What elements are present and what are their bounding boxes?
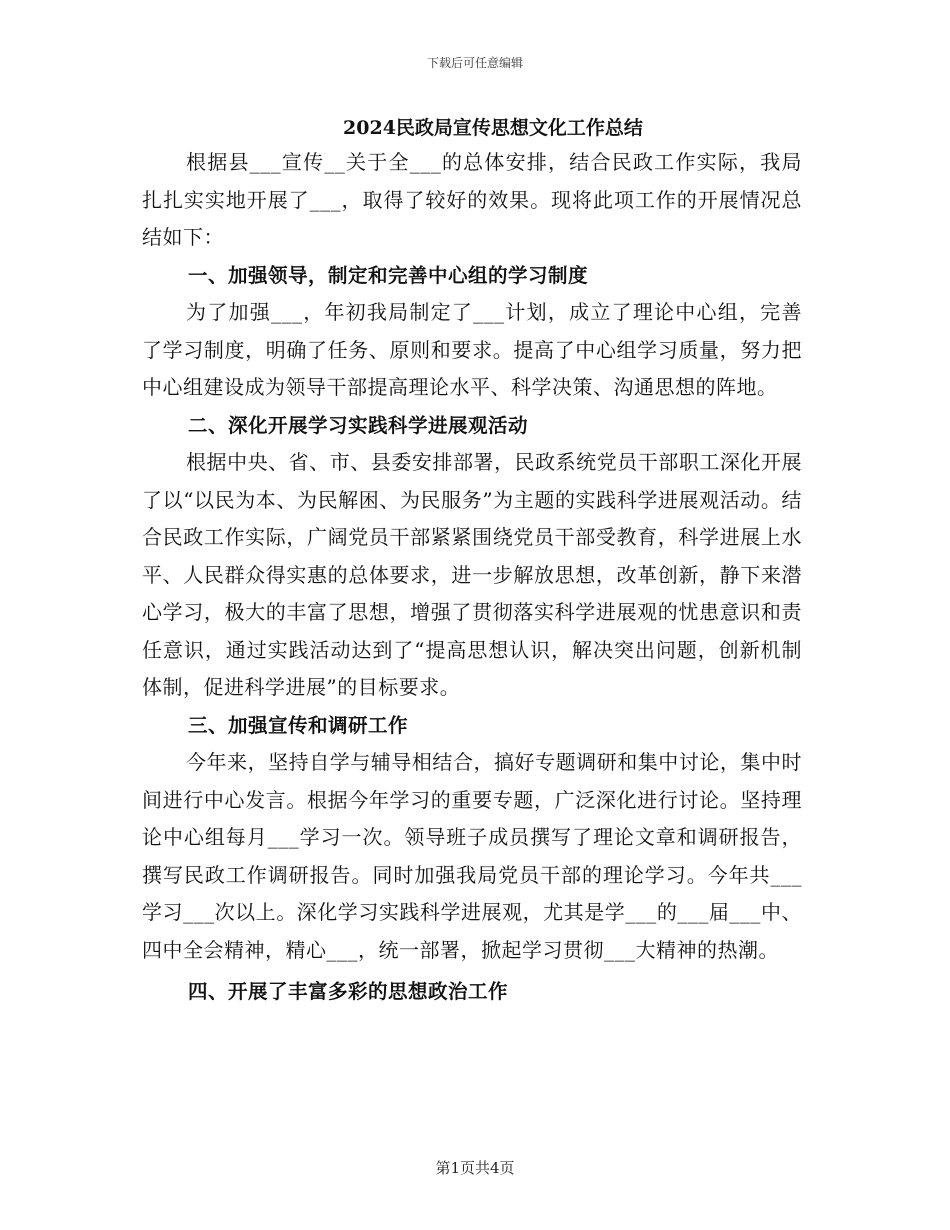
document-title: 2024民政局宣传思想文化工作总结 — [343, 117, 643, 139]
page-footer-page-number: 第1页共4页 — [435, 1159, 515, 1177]
section-2-body: 根据中央、省、市、县委安排部署，民政系统党员干部职工深化开展了以“以民为本、为民解困、为民服务”为主题的实践科学进展观活动。结合民政工作实际，广阔党员干部紧紧围绕党员干部受教育，科学进展上水平、人民群众得实惠的总体要求，进一步解放思想，改革创新，静下来潜心学习，极大的丰富了思想，增强了贯彻落实科学进展观的忧患意识和责任意识，通过实践活动达到了“提高思想认识，解决突出问题，创新机制体制，促进科学进展”的目标要求。 — [142, 450, 802, 699]
section-4-heading: 四、开展了丰富多彩的思想政治工作 — [188, 980, 509, 1003]
page-header-note: 下载后可任意编辑 — [426, 56, 523, 70]
intro-paragraph: 根据县___宣传__关于全___的总体安排，结合民政工作实际，我局扎扎实实地开展了___，取得了较好的效果。现将此项工作的开展情况总结如下： — [142, 150, 802, 249]
section-2-heading: 二、深化开展学习实践科学进展观活动 — [188, 413, 529, 437]
document-body — [142, 112, 802, 1011]
section-3-heading: 三、加强宣传和调研工作 — [188, 713, 409, 737]
section-3-body: 今年来，坚持自学与辅导相结合，搞好专题调研和集中讨论，集中时间进行中心发言。根据今年学习的重要专题，广泛深化进行讨论。坚持理论中心组每月___学习一次。领导班子成员撰写了理论文章和调研报告，撰写民政工作调研报告。同时加强我局党员干部的理论学习。今年共___学习___次以上。深化学习实践科学进展观，尤其是学___的___届___中、四中全会精神，精心___，统一部署，掀起学习贯彻___大精神的热潮。 — [142, 750, 802, 962]
section-1-heading: 一、加强领导，制定和完善中心组的学习制度 — [188, 263, 589, 287]
section-1-body: 为了加强___，年初我局制定了___计划，成立了理论中心组，完善了学习制度，明确了任务、原则和要求。提高了中心组学习质量，努力把中心组建设成为领导干部提高理论水平、科学决策、沟通思想的阵地。 — [142, 300, 802, 399]
